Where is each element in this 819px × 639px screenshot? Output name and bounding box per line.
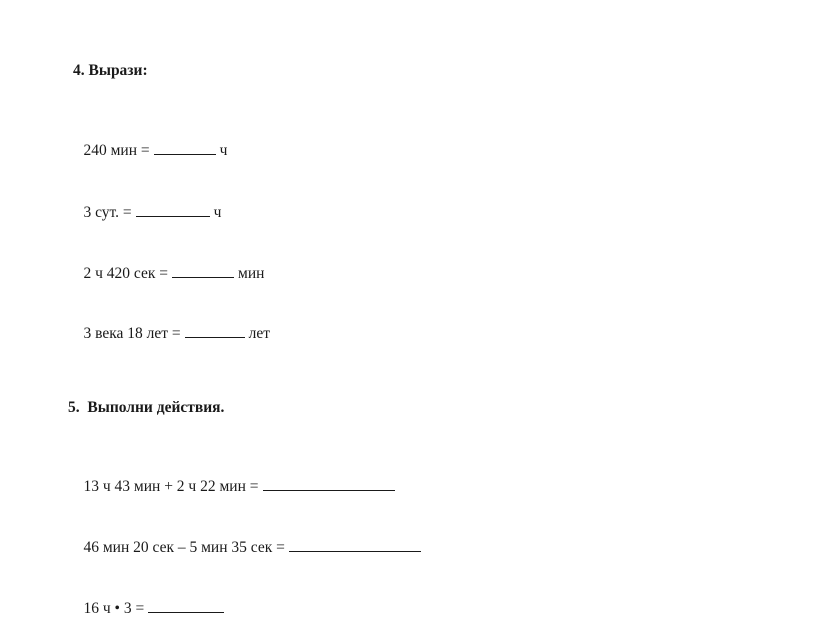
exercise-row-3: [68, 243, 264, 304]
unit: мин: [238, 265, 265, 282]
answer-blank[interactable]: [136, 202, 210, 217]
unit: ч: [213, 204, 222, 221]
expression: 13 ч 43 мин + 2 ч 22 мин =: [83, 478, 259, 495]
expression: 2 ч 420 сек =: [83, 265, 169, 282]
expression: 240 мин =: [83, 142, 150, 159]
expression: 3 века 18 лет =: [83, 325, 181, 342]
operation-row-1: [68, 456, 399, 517]
answer-blank[interactable]: [185, 323, 245, 338]
expression: 3 сут. =: [83, 204, 132, 221]
answer-blank[interactable]: [263, 476, 395, 491]
answer-blank[interactable]: [172, 263, 234, 278]
answer-blank[interactable]: [154, 140, 216, 155]
operation-row-2: [68, 517, 425, 578]
expression: 46 мин 20 сек – 5 мин 35 сек =: [83, 539, 285, 556]
operation-row-3: [68, 578, 228, 639]
exercise-row-1: [68, 120, 227, 181]
unit: лет: [248, 325, 271, 342]
unit: ч: [219, 142, 228, 159]
expression: 16 ч • 3 =: [83, 600, 145, 617]
answer-blank[interactable]: [148, 598, 224, 613]
section-5-title: 5. Выполни действия.: [68, 399, 225, 416]
section-4-title: 4. Вырази:: [73, 62, 148, 79]
answer-blank[interactable]: [289, 537, 421, 552]
exercise-row-2: [68, 182, 221, 243]
exercise-row-4: [68, 303, 270, 364]
